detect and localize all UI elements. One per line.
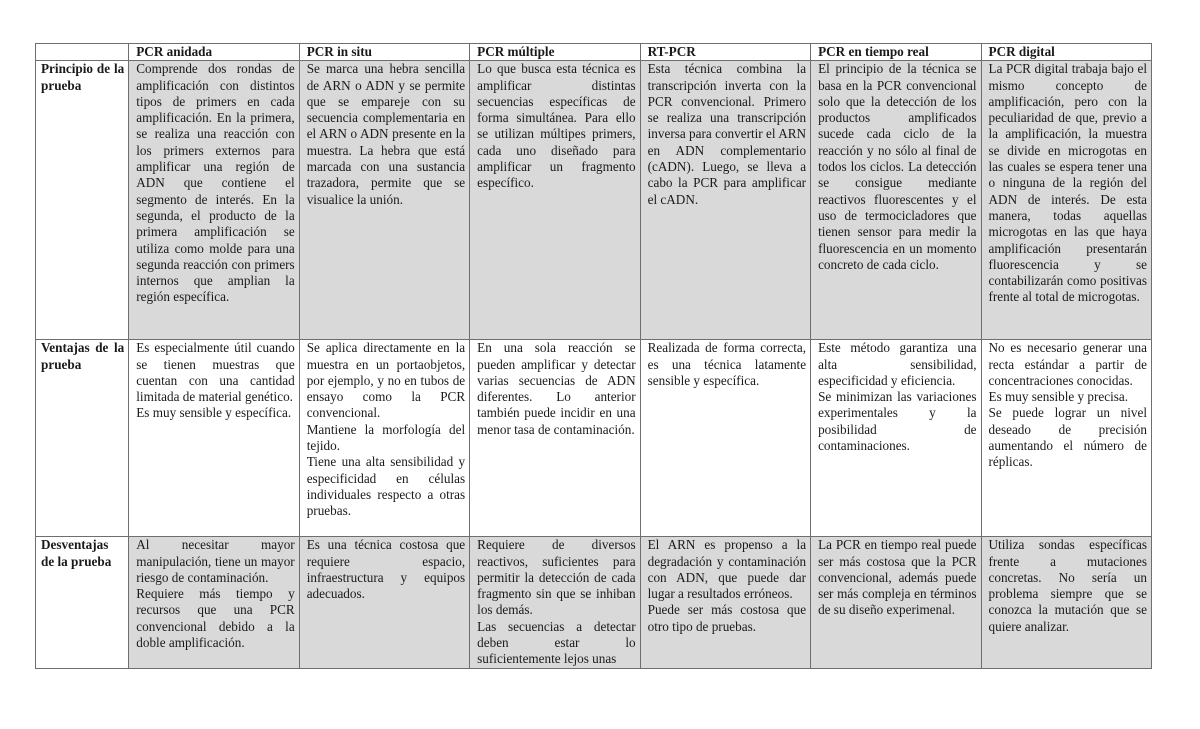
- row-desventajas: [36, 537, 1152, 668]
- row-ventajas: [36, 340, 1152, 537]
- cell-text: Puede ser más costosa que otro tipo de pruebas.: [647, 602, 807, 634]
- cell-principio-pcr-digital: [981, 61, 1151, 340]
- cell-desventajas-pcr-digital: [981, 537, 1151, 668]
- row-label-principio: Principio de la prueba: [36, 61, 129, 340]
- header-pcr-in-situ: PCR in situ: [299, 44, 469, 61]
- cell-text: Es especialmente útil cuando se tienen muestras que cuentan con una cantidad limitada de material genético.: [136, 340, 295, 405]
- cell-text: Requiere de diversos reactivos, suficientes para permitir la detección de cada fragmento sin que se inhiban los demás.: [477, 537, 636, 618]
- cell-text: Es muy sensible y específica.: [136, 405, 292, 421]
- cell-text: Se aplica directamente en la muestra en un portaobjetos, por ejemplo, y no en tubos de ensayo como la PCR convencional.: [306, 340, 466, 421]
- header-pcr-digital: PCR digital: [981, 44, 1151, 61]
- header-pcr-anidada: PCR anidada: [129, 44, 299, 61]
- cell-ventajas-pcr-digital: [981, 340, 1151, 537]
- cell-text: Esta técnica combina la transcripción inverta con la PCR convencional. Primero se realiza una transcripción inversa para convertir el ARN en ADN complementario (cADN). Luego, se lleva a cabo la PCR para amplificar el cADN.: [647, 61, 807, 207]
- header-pcr-tiempo-real: PCR en tiempo real: [811, 44, 981, 61]
- header-corner: [36, 44, 129, 61]
- row-principio: [36, 61, 1152, 340]
- cell-text: Este método garantiza una alta sensibilidad, especificidad y eficiencia.: [818, 340, 977, 388]
- cell-text: El ARN es propenso a la degradación y contaminación con ADN, que puede dar lugar a resultados erróneos.: [647, 537, 807, 602]
- header-pcr-multiple: PCR múltiple: [470, 44, 640, 61]
- cell-text: El principio de la técnica se basa en la PCR convencional solo que la detección de los productos amplificados sucede cada ciclo de la reacción y no sólo al final de todos los ciclos. La detección se consigue mediante reactivos fluorescentes y el uso de termocicladores que tienen sensor para medir la fluorescencia en un momento concreto de cada ciclo.: [818, 61, 977, 272]
- cell-text: En una sola reacción se pueden amplificar y detectar varias secuencias de ADN diferentes. Lo anterior también puede incidir en una menor tasa de contaminación.: [477, 340, 636, 437]
- cell-text: No es necesario generar una recta estándar a partir de concentraciones conocidas.: [988, 340, 1147, 388]
- cell-desventajas-pcr-anidada: [129, 537, 299, 668]
- cell-text: Al necesitar mayor manipulación, tiene un mayor riesgo de contaminación.: [136, 537, 295, 585]
- cell-principio-pcr-in-situ: [299, 61, 469, 340]
- cell-principio-pcr-multiple: [470, 61, 640, 340]
- cell-text: Es una técnica costosa que requiere espacio, infraestructura y equipos adecuados.: [306, 537, 466, 602]
- cell-text: Se marca una hebra sencilla de ARN o ADN y se permite que se empareje con su secuencia complementaria en el ARN o ADN presente en la muestra. La hebra que está marcada con una sustancia trazadora, permite que se visualice la unión.: [306, 61, 466, 207]
- pcr-comparison-table: [35, 43, 1152, 669]
- cell-text: Comprende dos rondas de amplificación con distintos tipos de primers en cada amplificación. En la primera, se realiza una reacción con los primers externos para amplificar una región de ADN que contiene el segmento de interés. En la segunda, el producto de la primera amplificación se utiliza como molde para una segunda reacción con primers internos que amplian la región específica.: [136, 61, 295, 305]
- row-label-desventajas: Desventajas de la prueba: [36, 537, 129, 668]
- cell-text: Se minimizan las variaciones experimentales y la posibilidad de contaminaciones.: [818, 389, 977, 454]
- cell-text: La PCR en tiempo real puede ser más costosa que la PCR convencional, además puede ser más compleja en términos de su diseño experimenal.: [818, 537, 977, 618]
- cell-ventajas-rt-pcr: [640, 340, 810, 537]
- cell-text: La PCR digital trabaja bajo el mismo concepto de amplificación, pero con la peculiaridad de que, previo a la amplificación, la muestra se divide en microgotas en las cuales se espera tener una o ninguna de la región del ADN de interés. De esta manera, todas aquellas microgotas en las que haya amplificación presentarán fluorescencia y se contabilizarán como positivas frente al total de microgotas.: [988, 61, 1147, 305]
- cell-ventajas-pcr-in-situ: [299, 340, 469, 537]
- cell-text: Realizada de forma correcta, es una técnica latamente sensible y específica.: [647, 340, 807, 388]
- cell-desventajas-pcr-in-situ: [299, 537, 469, 668]
- cell-desventajas-pcr-multiple: [470, 537, 640, 668]
- cell-principio-pcr-anidada: [129, 61, 299, 340]
- cell-principio-rt-pcr: [640, 61, 810, 340]
- cell-text: Mantiene la morfología del tejido.: [306, 421, 466, 454]
- cell-desventajas-rt-pcr: [640, 537, 810, 668]
- cell-text: Se puede lograr un nivel deseado de precisión aumentando el número de réplicas.: [988, 405, 1147, 470]
- cell-text: Es muy sensible y precisa.: [988, 389, 1129, 405]
- row-label-ventajas: Ventajas de la prueba: [36, 340, 129, 537]
- cell-text: Requiere más tiempo y recursos que una PCR convencional debido a la doble amplificación.: [136, 586, 295, 651]
- cell-ventajas-pcr-tiempo-real: [811, 340, 981, 537]
- cell-text: Utiliza sondas específicas frente a mutaciones concretas. No sería un problema siempre que se conozca la mutación que se quiere analizar.: [988, 537, 1147, 634]
- cell-ventajas-pcr-multiple: [470, 340, 640, 537]
- cell-principio-pcr-tiempo-real: [811, 61, 981, 340]
- cell-text: Lo que busca esta técnica es amplificar distintas secuencias específicas de forma simultánea. Para ello se utilizan múltipes primers, cada uno diseñado para amplificar un fragmento específico.: [477, 61, 636, 191]
- cell-ventajas-pcr-anidada: [129, 340, 299, 537]
- cell-text: Las secuencias a detectar deben estar lo suficientemente lejos unas: [477, 618, 636, 667]
- header-row: [36, 44, 1152, 61]
- cell-desventajas-pcr-tiempo-real: [811, 537, 981, 668]
- header-rt-pcr: RT-PCR: [640, 44, 810, 61]
- cell-text: Tiene una alta sensibilidad y especificidad en células individuales respecto a otras pruebas.: [306, 454, 466, 519]
